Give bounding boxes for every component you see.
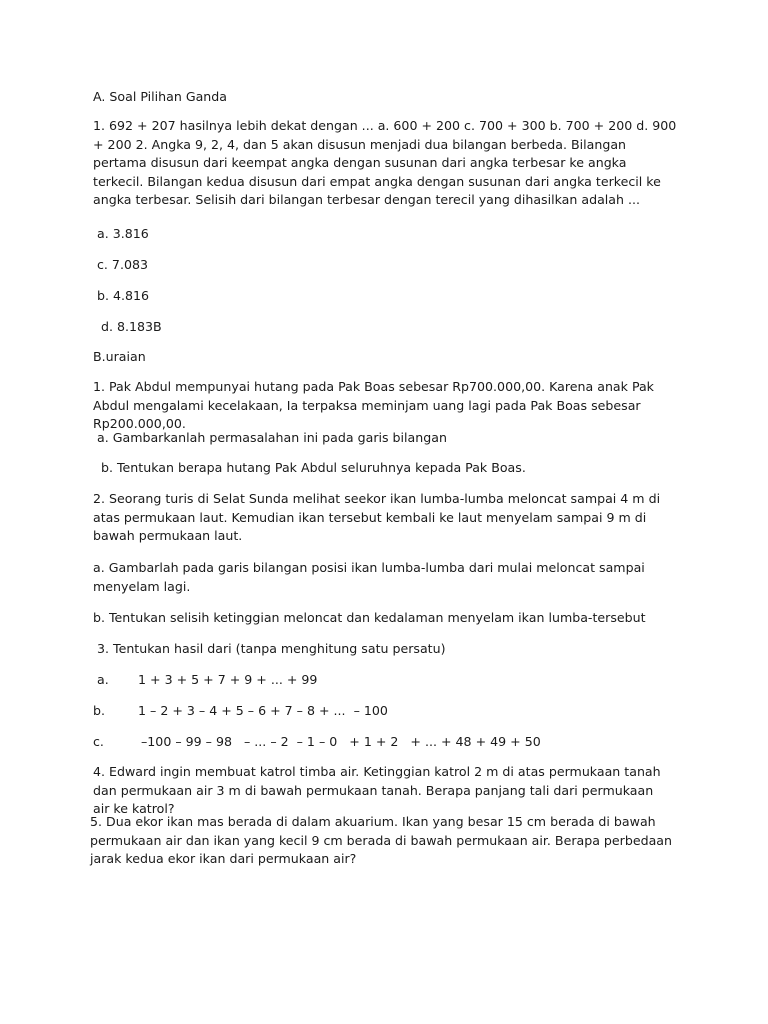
sequence-expression-c: –100 – 99 – 98 – ... – 2 – 1 – 0 + 1 + 2 + ... + 48 + 49 + 50 <box>141 734 541 749</box>
section-a-heading: A. Soal Pilihan Ganda <box>93 89 227 104</box>
option-d: d. 8.183B <box>93 319 162 334</box>
sequence-label-b: b. <box>93 703 105 718</box>
question-1-2-paragraph: 1. 692 + 207 hasilnya lebih dekat dengan ... a. 600 + 200 c. 700 + 300 b. 700 + 200 d. 900 + 200 2. Angka 9, 2, 4, dan 5 akan disusun menjadi dua bilangan berbeda. Bilangan pertama disusun dari keempat angka dengan susunan dari angka terbesar ke angka terkecil. Bilangan kedua disusun dari empat angka dengan susunan dari angka terkecil ke angka terbesar. Selisih dari bilangan terbesar dengan terecil yang dihasilkan adalah ... <box>93 118 677 207</box>
sequence-expression-b: 1 – 2 + 3 – 4 + 5 – 6 + 7 – 8 + ... – 100 <box>138 703 388 718</box>
sequence-label-c: c. <box>93 734 104 749</box>
essay-question-2: 2. Seorang turis di Selat Sunda melihat seekor ikan lumba-lumba meloncat sampai 4 m di atas permukaan laut. Kemudian ikan tersebut kembali ke laut menyelam sampai 9 m di bawah permukaan laut. <box>93 491 661 543</box>
option-c: c. 7.083 <box>93 257 148 272</box>
option-a: a. 3.816 <box>93 226 149 241</box>
essay-question-4: 4. Edward ingin membuat katrol timba air. Ketinggian katrol 2 m di atas permukaan tanah dan permukaan air 3 m di bawah permukaan tanah. Berapa panjang tali dari permukaan air ke katrol? <box>93 764 661 816</box>
essay-question-1-a: a. Gambarkanlah permasalahan ini pada garis bilangan <box>93 430 447 445</box>
sequence-expression-a: 1 + 3 + 5 + 7 + 9 + ... + 99 <box>138 672 318 687</box>
essay-question-2-a: a. Gambarlah pada garis bilangan posisi ikan lumba-lumba dari mulai meloncat sampai menyelam lagi. <box>93 560 645 594</box>
essay-question-3: 3. Tentukan hasil dari (tanpa menghitung satu persatu) <box>93 641 446 656</box>
essay-question-5: 5. Dua ekor ikan mas berada di dalam akuarium. Ikan yang besar 15 cm berada di bawah permukaan air dan ikan yang kecil 9 cm berada di bawah permukaan air. Berapa perbedaan jarak kedua ekor ikan dari permukaan air? <box>90 814 672 866</box>
section-b-heading: B.uraian <box>93 349 146 364</box>
sequence-label-a: a. <box>93 672 109 687</box>
essay-question-1-b: b. Tentukan berapa hutang Pak Abdul seluruhnya kepada Pak Boas. <box>93 460 526 475</box>
option-b: b. 4.816 <box>93 288 150 303</box>
essay-question-1: 1. Pak Abdul mempunyai hutang pada Pak Boas sebesar Rp700.000,00. Karena anak Pak Abdul mengalami kecelakaan, Ia terpaksa meminjam uang lagi pada Pak Boas sebesar Rp200.000,00. <box>93 379 654 431</box>
essay-question-2-b: b. Tentukan selisih ketinggian meloncat dan kedalaman menyelam ikan lumba-tersebut <box>93 610 646 625</box>
